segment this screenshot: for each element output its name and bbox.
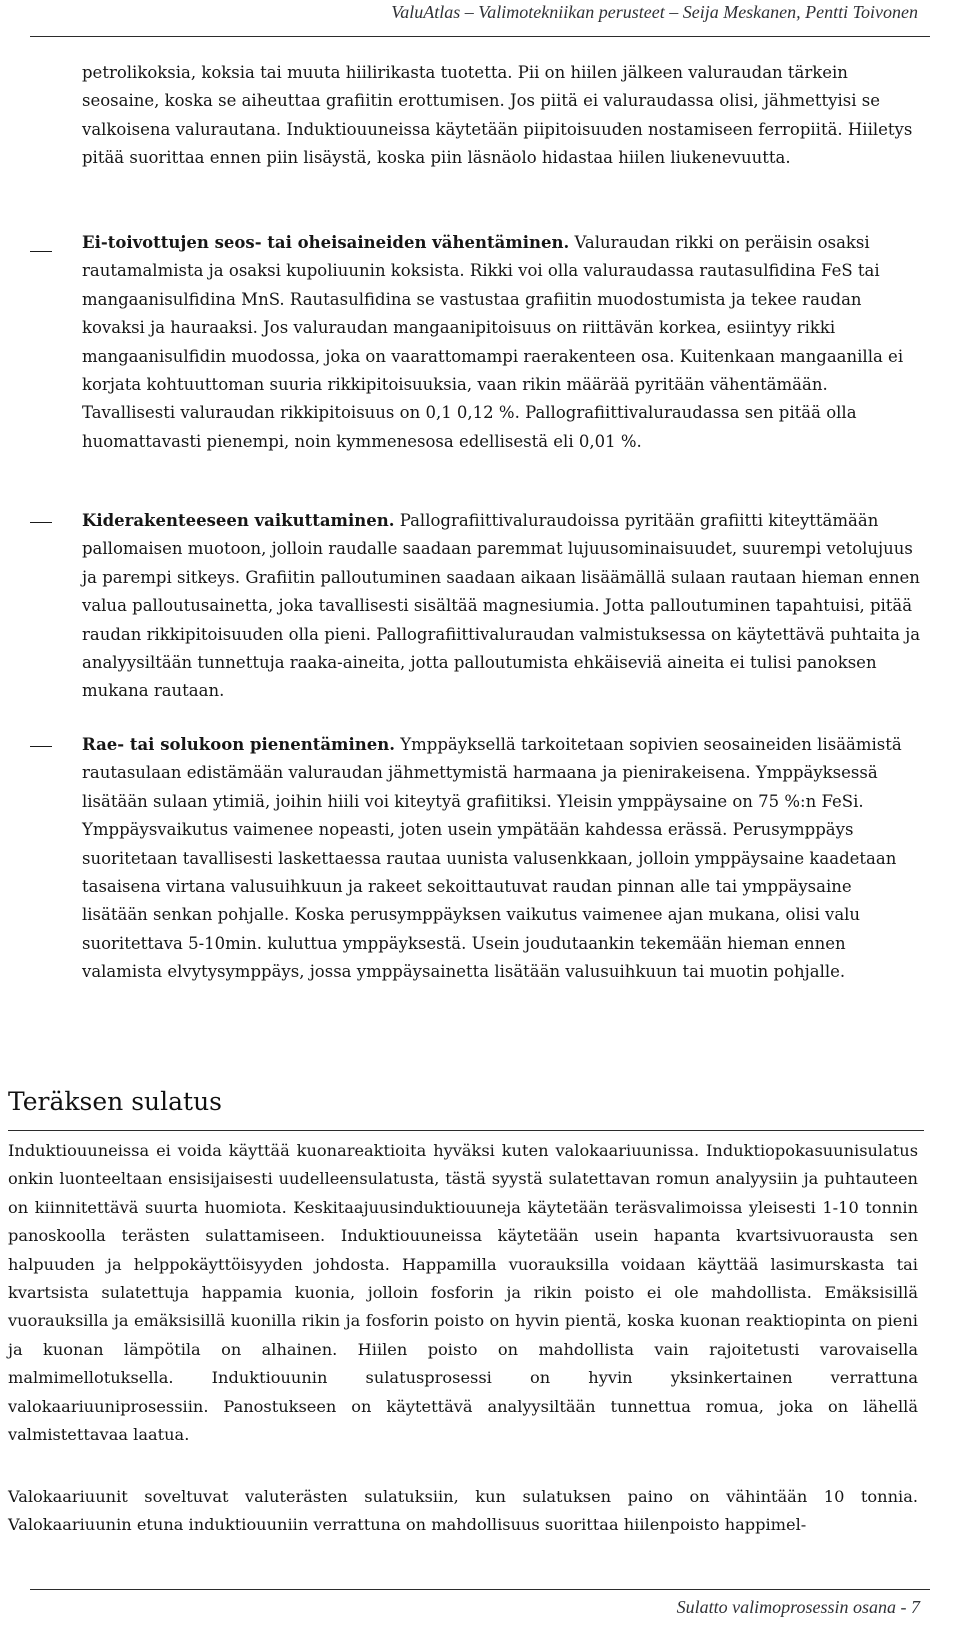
intro-paragraph <box>82 59 918 173</box>
section-heading: Teräksen sulatus <box>8 1087 223 1116</box>
paragraph-text: Induktiouuneissa ei voida käyttää kuonareaktioita hyväksi kuten valokaariuunissa. Induktiopokasuunisulatus onkin luonteeltaan ensisijaisesti uudelleensulatusta, tästä syystä sulatettavan romun analyysiin ja puhtauteen on kiinnitettävä suurta huomiota. Keskitaajuusinduktiouuneja käytetään teräsvalimoissa yleisesti 1-10 tonnin panoskoolla terästen sulattamiseen. Induktiouuneissa käytetään usein hapanta kvartsivuorausta sen halpuuden ja helppokäyttöisyyden johdosta. Happamilla vuorauksilla voidaan käyttää lasimurskasta tai kvartsista sulatettuja happamia kuonia, jolloin fosforin ja rikin poisto ei ole mahdollista. Emäksisillä vuorauksilla ja emäksisillä kuonilla rikin ja fosforin poisto on hyvin pientä, koska kuonan reaktiopinta on pieni ja kuonan lämpötila on alhainen. Hiilen poisto on mahdollista vain rajoitetusti varovaisella malmimellotuksella. Induktiouunin sulatusprosessi on hyvin yksinkertainen verrattuna valokaariuuniprosessiin. Panostukseen on käytettävä analyysiltään tunnettua romua, joka on lähellä valmistettavaa laatua. <box>8 1141 918 1445</box>
page-header <box>0 0 960 40</box>
bullet-text: Valuraudan rikki on peräisin osaksi rautamalmista ja osaksi kupoliuunin koksista. Rikki voi olla valuraudassa rautasulfidina FeS tai mangaanisulfidina MnS. Rautasulfidina se vastustaa grafiitin muodostumista ja tekee raudan kovaksi ja hauraaksi. Jos valuraudan mangaanipitoisuus on riittävän korkea, esiintyy rikki mangaanisulfidin muodossa, joka on vaarattomampi raerakenteen osa. Kuitenkaan mangaanilla ei korjata kohtuuttoman suuria rikkipitoisuuksia, vaan rikin määrää pyritään vähentämään. Tavallisesti valuraudan rikkipitoisuus on 0,1 0,12 %. Pallografiittivaluraudassa sen pitää olla huomattavasti pienempi, noin kymmenesosa edellisestä eli 0,01 %. <box>82 233 904 451</box>
bullet-paragraph <box>82 731 922 987</box>
bullet-dash <box>30 251 52 252</box>
paragraph-text: Valokaariuunit soveltuvat valuterästen sulatuksiin, kun sulatuksen paino on vähintään 10 tonnia. Valokaariuunin etuna induktiouuniin verrattuna on mahdollisuus suorittaa hiilenpoisto happimel- <box>8 1487 918 1535</box>
running-title: ValuAtlas – Valimotekniikan perusteet – Seija Meskanen, Pentti Toivonen <box>391 2 918 22</box>
section-divider <box>8 1130 924 1131</box>
section-paragraph <box>8 1483 918 1540</box>
bullet-title: Ei-toivottujen seos- tai oheisaineiden vähentäminen. <box>82 233 570 252</box>
bullet-item-raekoko <box>82 731 922 987</box>
bullet-dash <box>30 746 52 747</box>
bullet-paragraph <box>82 507 922 706</box>
bullet-text: Ymppäyksellä tarkoitetaan sopivien seosaineiden lisäämistä rautasulaan edistämään valuraudan jähmettymistä harmaana ja pienirakeisena. Ymppäyksessä lisätään sulaan ytimiä, joihin hiili voi kiteytyä grafiitiksi. Yleisin ymppäysaine on 75 %:n FeSi. Ymppäysvaikutus vaimenee nopeasti, joten usein ympätään kahdessa erässä. Perusymppäys suoritetaan tavallisesti laskettaessa rautaa uunista valusenkkaan, jolloin ymppäysaine kaadetaan tasaisena virtana valusuihkuun ja rakeet sekoittautuvat raudan pinnan alle tai ymppäysaine lisätään senkan pohjalle. Koska perusymppäyksen vaikutus vaimenee ajan mukana, olisi valu suoritettava 5-10min. kuluttua ymppäyksestä. Usein joudutaankin tekemään hieman ennen valamista elvytysymppäys, jossa ymppäysainetta lisätään valusuihkuun tai muotin pohjalle. <box>82 735 902 982</box>
footer-divider <box>30 1589 930 1590</box>
bullet-text: Pallografiittivaluraudoissa pyritään grafiitti kiteyttämään pallomaisen muotoon, jolloin raudalle saadaan paremmat lujuusominaisuudet, suurempi vetolujuus ja parempi sitkeys. Grafiitin palloutuminen saadaan aikaan lisäämällä sulaan rautaan hieman ennen valua palloutusainetta, joka tavallisesti sisältää magnesiumia. Jotta palloutuminen tapahtuisi, pitää raudan rikkipitoisuuden olla pieni. Pallografiittivaluraudan valmistuksessa on käytettävä puhtaita ja analyysiltään tunnettuja raaka-aineita, jotta palloutumista ehkäiseviä aineita ei tulisi panoksen mukana rautaan. <box>82 511 921 701</box>
intro-text: petrolikoksia, koksia tai muuta hiilirikasta tuotetta. Pii on hiilen jälkeen valuraudan tärkein seosaine, koska se aiheuttaa grafiitin erottumisen. Jos piitä ei valuraudassa olisi, jähmettyisi se valkoisena valurautana. Induktiouuneissa käytetään piipitoisuuden nostamiseen ferropiitä. Hiiletys pitää suorittaa ennen piin lisäystä, koska piin läsnäolo hidastaa hiilen liukenevuutta. <box>82 63 913 168</box>
bullet-title: Rae- tai solukoon pienentäminen. <box>82 735 396 754</box>
section-paragraph <box>8 1137 918 1449</box>
page-footer-label: Sulatto valimoprosessin osana - 7 <box>676 1597 920 1617</box>
bullet-paragraph <box>82 229 922 456</box>
bullet-item-seosaineet <box>82 229 922 456</box>
bullet-title: Kiderakenteeseen vaikuttaminen. <box>82 511 395 530</box>
bullet-item-kiderakenne <box>82 507 922 706</box>
bullet-dash <box>30 522 52 523</box>
header-divider <box>30 36 930 37</box>
